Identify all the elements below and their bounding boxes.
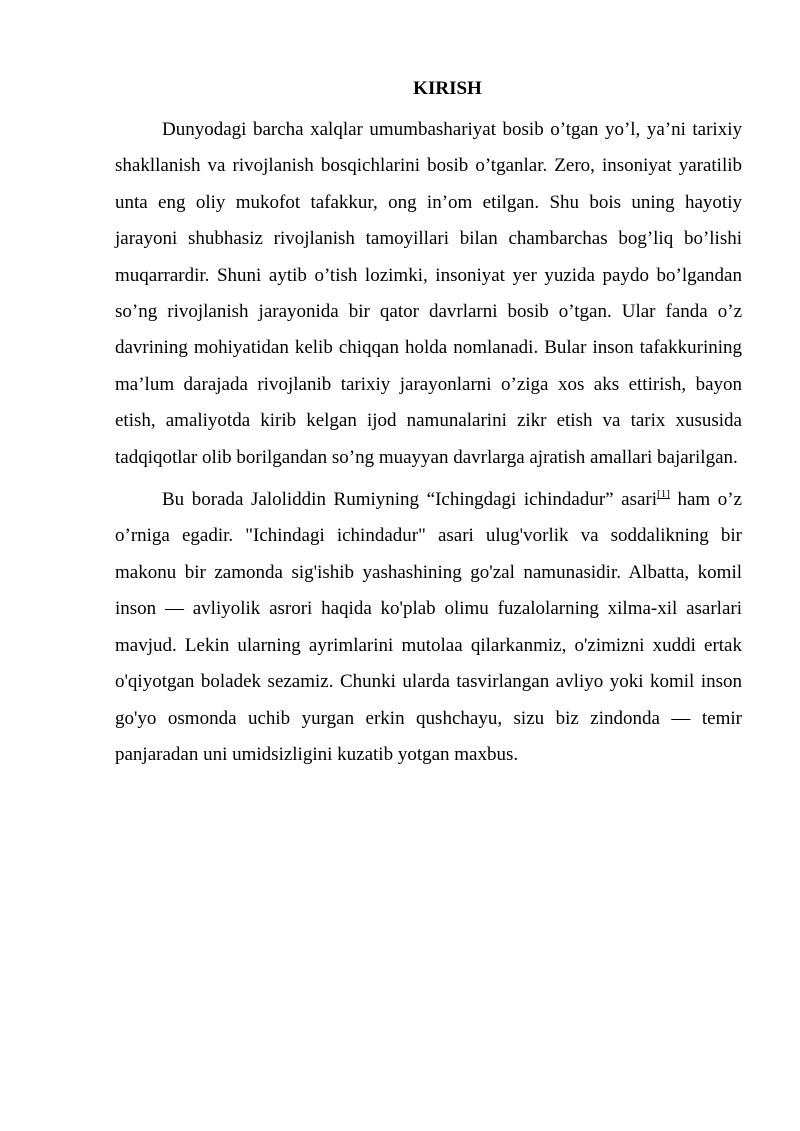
document-page [115, 70, 742, 779]
paragraph-2-text-start: Bu borada Jaloliddin Rumiyning “Ichingdagi ichindadur” asari [162, 489, 658, 511]
paragraph-1: Dunyodagi barcha xalqlar umumbashariyat bosib o’tgan yo’l, ya’ni tarixiy shakllanish va rivojlanish bosqichlarini bosib o’tganlar. Zero, insoniyat yaratilib unta eng oliy mukofot tafakkur, ong in’om etilgan. Shu bois uning hayotiy jarayoni shubhasiz rivojlanish tamoyillari bilan chambarchas bog’liq bo’lishi muqarrardir. Shuni aytib o’tish lozimki, insoniyat yer yuzida paydo bo’lgandan so’ng rivojlanish jarayonida bir qator davrlarni bosib o’tgan. Ular fanda o’z davrining mohiyatidan kelib chiqqan holda nomlanadi. Bular inson tafakkurining ma’lum darajada rivojlanib tarixiy jarayonlarni o’ziga xos aks ettirish, bayon etish, amaliyotda kirib kelgan ijod namunalarini zikr etish va tarix xususida tadqiqotlar olib borilgandan so’ng muayyan davrlarga ajratish amallari bajarilgan. [115, 119, 742, 468]
paragraph-2-text-end: ham o’z o’rniga egadir. "Ichindagi ichindadur" asari ulug'vorlik va soddalikning bir makonu bir zamonda sig'ishib yashashining go'zal namunasidir. Albatta, komil inson — avliyolik asrori haqida ko'plab olimu fuzalolarning xilma-xil asarlari mavjud. Lekin ularning ayrimlarini mutolaa qilarkanmiz, o'zimizni xuddi ertak o'qiyotgan boladek sezamiz. Chunki ularda tasvirlangan avliyo yoki komil inson go'yo osmonda uchib yurgan erkin qushchayu, sizu biz zindonda — temir panjaradan uni umidsizligini kuzatib yotgan maxbus. [115, 489, 742, 765]
page-title: KIRISH [413, 78, 482, 99]
footnote-link[interactable]: [1] [657, 488, 670, 501]
paragraph-2 [115, 482, 742, 773]
